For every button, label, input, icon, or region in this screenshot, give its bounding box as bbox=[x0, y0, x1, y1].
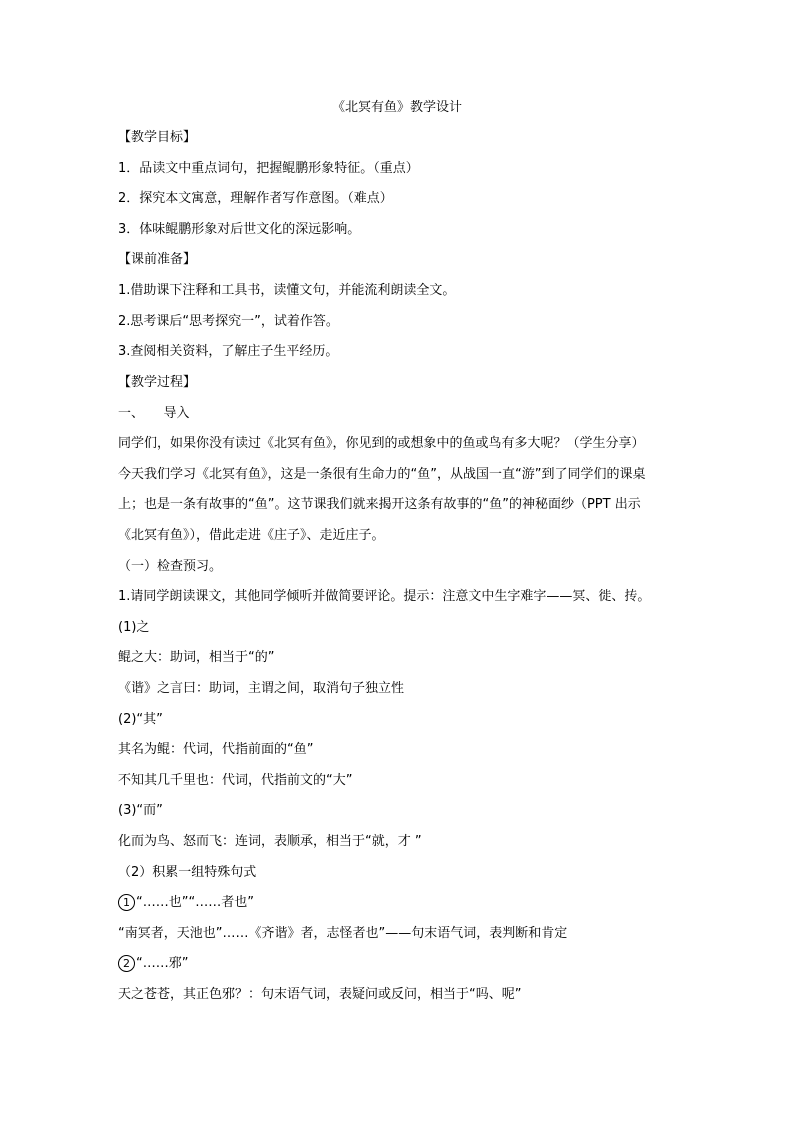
paragraph-line: 上；也是一条有故事的“鱼”。这节课我们就来揭开这条有故事的“鱼”的神秘面纱（PPT 出示 bbox=[118, 497, 641, 512]
heading-teaching-process: 【教学过程】 bbox=[118, 375, 197, 390]
paragraph-line: 化而为鸟、怒而飞：连词，表顺承，相当于“就，才 ” bbox=[118, 834, 422, 849]
prep-item-3: 3.查阅相关资料，了解庄子生平经历。 bbox=[118, 344, 339, 359]
paragraph-line: 今天我们学习《北冥有鱼》，这是一条很有生命力的“鱼”，从战国一直“游”到了同学们的课桌 bbox=[118, 467, 646, 482]
prep-item-2: 2.思考课后“思考探究一”，试着作答。 bbox=[118, 314, 339, 329]
list-item-label: (3)“而” bbox=[118, 803, 163, 818]
paragraph-line: 《北冥有鱼》），借此走进《庄子》、走近庄子。 bbox=[118, 528, 385, 543]
heading-teaching-goals: 【教学目标】 bbox=[118, 130, 197, 145]
paragraph-line: 其名为鲲：代词，代指前面的“鱼” bbox=[118, 742, 314, 757]
paragraph-line: 《谐》之言曰：助词，主谓之间，取消句子独立性 bbox=[118, 681, 405, 696]
goal-item-1: 1．品读文中重点词句，把握鲲鹏形象特征。（重点） bbox=[118, 161, 419, 176]
subsection-special-sentences: （2）积累一组特殊句式 bbox=[118, 865, 257, 880]
section-introduction: 一、 导入 bbox=[118, 406, 190, 421]
list-item-circled bbox=[118, 893, 254, 913]
list-item-label: (2)“其” bbox=[118, 712, 163, 727]
document-title: 《北冥有鱼》教学设计 bbox=[331, 100, 462, 115]
paragraph-line: 1.请同学朗读课文，其他同学倾听并做简要评论。提示：注意文中生字难字——冥、徙、抟。 bbox=[118, 589, 651, 604]
circled-number-2: 2 bbox=[118, 955, 135, 972]
subsection-preview-check: （一）检查预习。 bbox=[118, 559, 223, 574]
paragraph-line: 鲲之大：助词，相当于“的” bbox=[118, 650, 275, 665]
list-item-text: “……也”“……者也” bbox=[136, 895, 254, 910]
circled-number-1: 1 bbox=[118, 894, 135, 911]
paragraph-line: 不知其几千里也：代词，代指前文的“大” bbox=[118, 773, 353, 788]
paragraph-line: 天之苍苍，其正色邪？：句末语气词，表疑问或反问，相当于“吗、呢” bbox=[118, 987, 522, 1002]
paragraph-line: “南冥者，天池也”……《齐谐》者，志怪者也”——句末语气词，表判断和肯定 bbox=[118, 926, 568, 941]
list-item-label: (1)之 bbox=[118, 620, 150, 635]
goal-item-2: 2．探究本文寓意，理解作者写作意图。（难点） bbox=[118, 191, 393, 206]
goal-item-3: 3．体味鲲鹏形象对后世文化的深远影响。 bbox=[118, 222, 361, 237]
list-item-circled bbox=[118, 954, 188, 974]
prep-item-1: 1.借助课下注释和工具书，读懂文句，并能流利朗读全文。 bbox=[118, 283, 456, 298]
list-item-text: “……邪” bbox=[136, 956, 189, 971]
heading-preparation: 【课前准备】 bbox=[118, 252, 197, 267]
paragraph-line: 同学们，如果你没有读过《北冥有鱼》，你见到的或想象中的鱼或鸟有多大呢？（学生分享） bbox=[118, 436, 645, 451]
